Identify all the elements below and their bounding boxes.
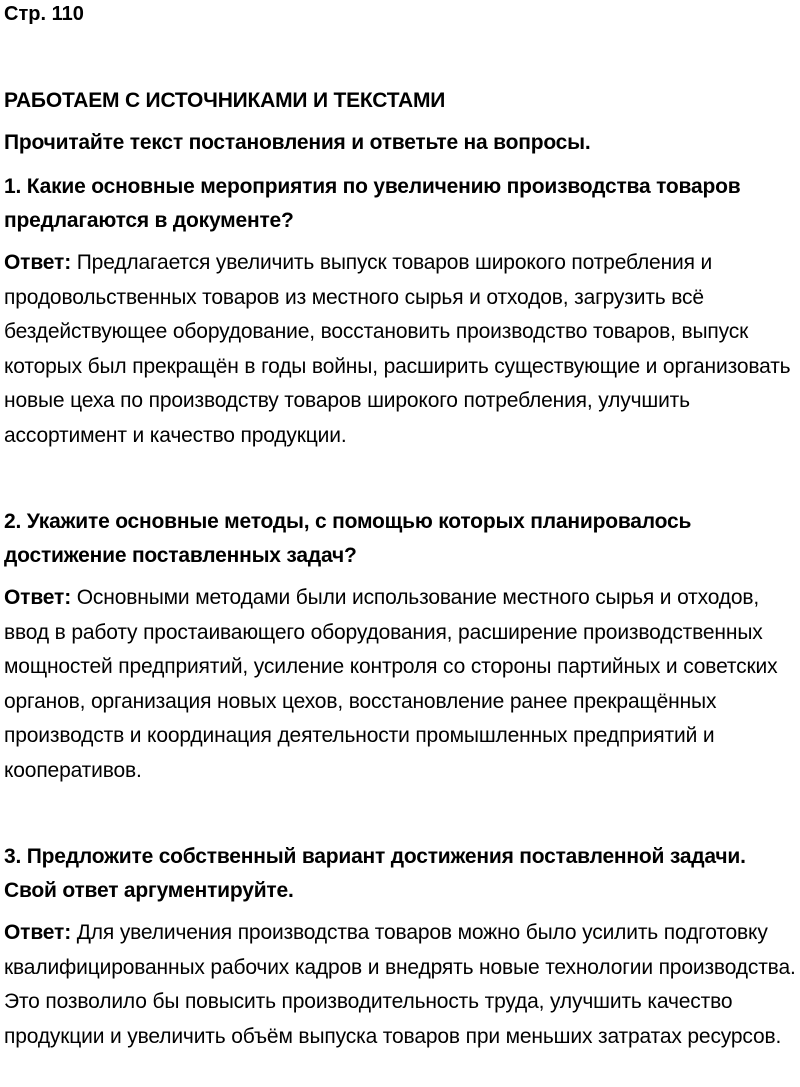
answer-label: Ответ:: [4, 586, 72, 609]
question-2: 2. Укажите основные методы, с помощью которых планировалось достижение поставленных задач?: [4, 510, 692, 567]
answer-label: Ответ:: [4, 921, 72, 944]
section-title: РАБОТАЕМ С ИСТОЧНИКАМИ И ТЕКСТАМИ: [4, 89, 446, 112]
question-1: 1. Какие основные мероприятия по увеличению производства товаров предлагаются в документе?: [4, 175, 741, 232]
question-block-3: [4, 840, 800, 1054]
page-number: Стр. 110: [4, 3, 84, 25]
answer-2-text: Основными методами были использование местного сырья и отходов, ввод в работу простаивающего оборудования, расширение производственных мощностей предприятий, усиление контроля со стороны партийных и советских органов, организация новых цехов, восстановление ранее прекращённых производств и координация деятельности промышленных предприятий и кооперативов.: [4, 586, 778, 782]
answer-3-text: Для увеличения производства товаров можно было усилить подготовку квалифицированных рабочих кадров и внедрять новые технологии производства. Это позволило бы повысить производительность труда, улучшить качество продукции и увеличить объём выпуска товаров при меньших затратах ресурсов.: [4, 921, 796, 1048]
answer-1: [4, 246, 800, 453]
answer-1-text: Предлагается увеличить выпуск товаров широкого потребления и продовольственных товаров из местного сырья и отходов, загрузить всё бездействующее оборудование, восстановить производство товаров, выпуск которых был прекращён в годы войны, расширить существующие и организовать новые цеха по производству товаров широкого потребления, улучшить ассортимент и качество продукции.: [4, 251, 791, 447]
question-block-2: [4, 505, 800, 788]
question-block-1: [4, 170, 800, 453]
question-3: 3. Предложите собственный вариант достижения поставленной задачи. Свой ответ аргументируйте.: [4, 845, 746, 902]
answer-label: Ответ:: [4, 251, 72, 274]
instruction-text: Прочитайте текст постановления и ответьте на вопросы.: [4, 131, 591, 154]
answer-2: [4, 581, 800, 788]
answer-3: [4, 916, 800, 1054]
